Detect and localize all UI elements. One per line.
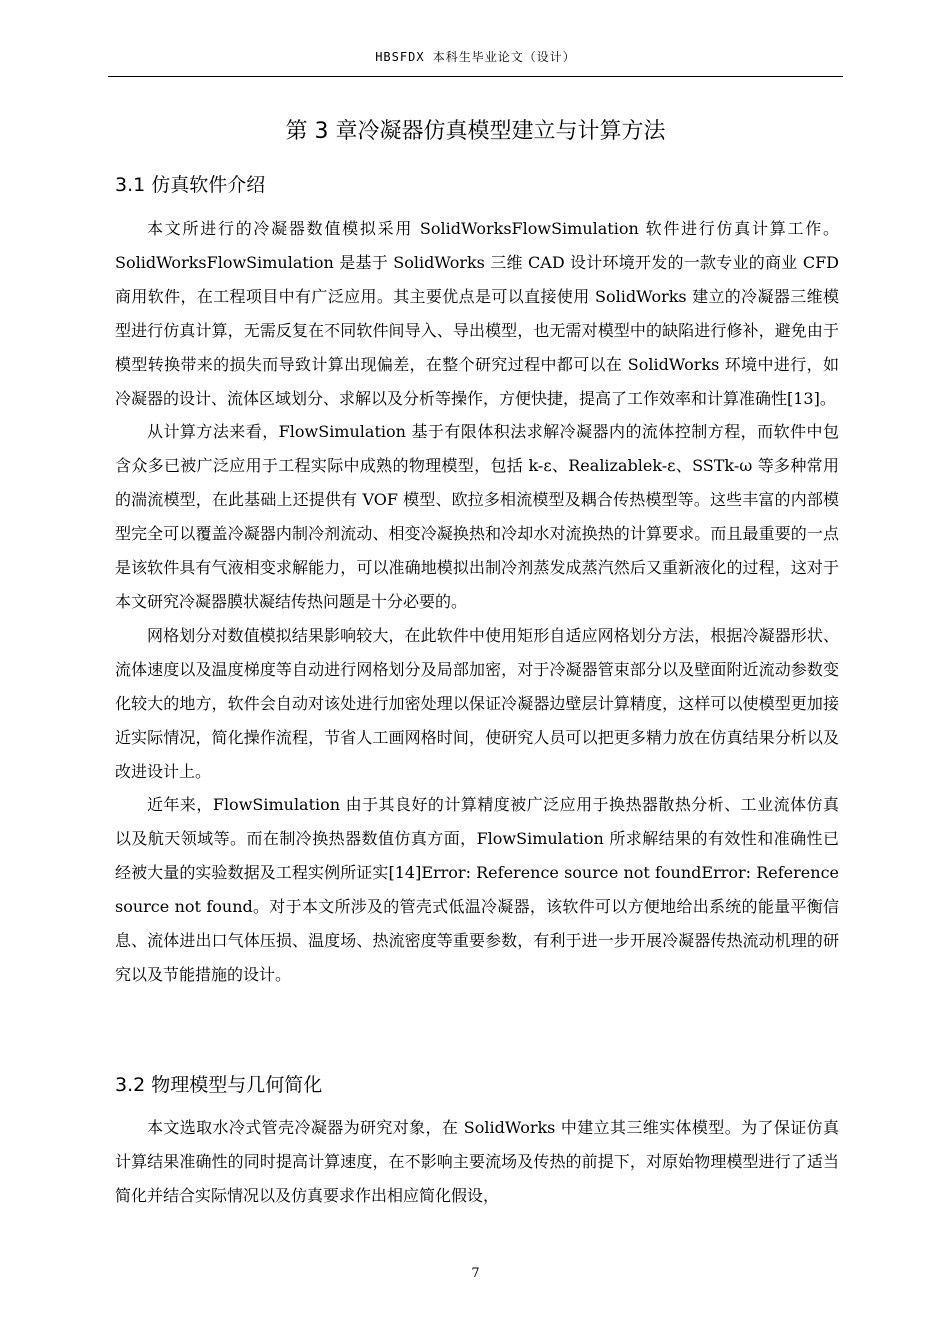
chapter-title: 第 3 章冷凝器仿真模型建立与计算方法 xyxy=(285,119,666,144)
running-header: HBSFDX 本科生毕业论文（设计） xyxy=(375,50,576,64)
paragraph: 网格划分对数值模拟结果影响较大，在此软件中使用矩形自适应网格划分方法，根据冷凝器形状、流体速度以及温度梯度等自动进行网格划分及局部加密，对于冷凝器管束部分以及壁面附近流动参数变化较大的地方，软件会自动对该处进行加密处理以保证冷凝器边壁层计算精度，这样可以使模型更加接近实际情况，简化操作流程，节省人工画网格时间，使研究人员可以把更多精力放在仿真结果分析以及改进设计上。 xyxy=(115,625,839,781)
paragraph: 本文选取水冷式管壳冷凝器为研究对象，在 SolidWorks 中建立其三维实体模型。为了保证仿真计算结果准确性的同时提高计算速度，在不影响主要流场及传热的前提下，对原始物理模型进行了适当简化并结合实际情况以及仿真要求作出相应简化假设， xyxy=(115,1118,839,1205)
paragraph: 本文所进行的冷凝器数值模拟采用 SolidWorksFlowSimulation 软件进行仿真计算工作。SolidWorksFlowSimulation 是基于 SolidWorks 三维 CAD 设计环境开发的一款专业的商业 CFD 商用软件，在工程项目中有广泛应用。其主要优点是可以直接使用 SolidWorks 建立的冷凝器三维模型进行仿真计算，无需反复在不同软件间导入、导出模型，也无需对模型中的缺陷进行修补，避免由于模型转换带来的损失而导致计算出现偏差，在整个研究过程中都可以在 SolidWorks 环境中进行，如冷凝器的设计、流体区域划分、求解以及分析等操作，方便快捷，提高了工作效率和计算准确性[13]。 xyxy=(115,219,839,408)
section-title-3-1: 3.1 仿真软件介绍 xyxy=(115,174,266,196)
section-body-3-2 xyxy=(115,1111,839,1213)
header-rule xyxy=(108,76,843,77)
section-body-3-1 xyxy=(115,212,839,992)
paragraph: 从计算方法来看，FlowSimulation 基于有限体积法求解冷凝器内的流体控制方程，而软件中包含众多已被广泛应用于工程实际中成熟的物理模型，包括 k-ε、Realizablek-ε、SSTk-ω 等多种常用的湍流模型，在此基础上还提供有 VOF 模型、欧拉多相流模型及耦合传热模型等。这些丰富的内部模型完全可以覆盖冷凝器内制冷剂流动、相变冷凝换热和冷却水对流换热的计算要求。而且最重要的一点是该软件具有气液相变求解能力，可以准确地模拟出制冷剂蒸发成蒸汽然后又重新液化的过程，这对于本文研究冷凝器膜状凝结传热问题是十分必要的。 xyxy=(115,422,839,611)
page-number: 7 xyxy=(471,1266,480,1281)
paragraph: 近年来，FlowSimulation 由于其良好的计算精度被广泛应用于换热器散热分析、工业流体仿真以及航天领域等。而在制冷换热器数值仿真方面，FlowSimulation 所求解结果的有效性和准确性已经被大量的实验数据及工程实例所证实[14]Error: Reference source not foundError: Reference source not found。对于本文所涉及的管壳式低温冷凝器，该软件可以方便地给出系统的能量平衡信息、流体进出口气体压损、温度场、热流密度等重要参数，有利于进一步开展冷凝器传热流动机理的研究以及节能措施的设计。 xyxy=(115,795,839,984)
section-title-3-2: 3.2 物理模型与几何简化 xyxy=(115,1074,323,1096)
